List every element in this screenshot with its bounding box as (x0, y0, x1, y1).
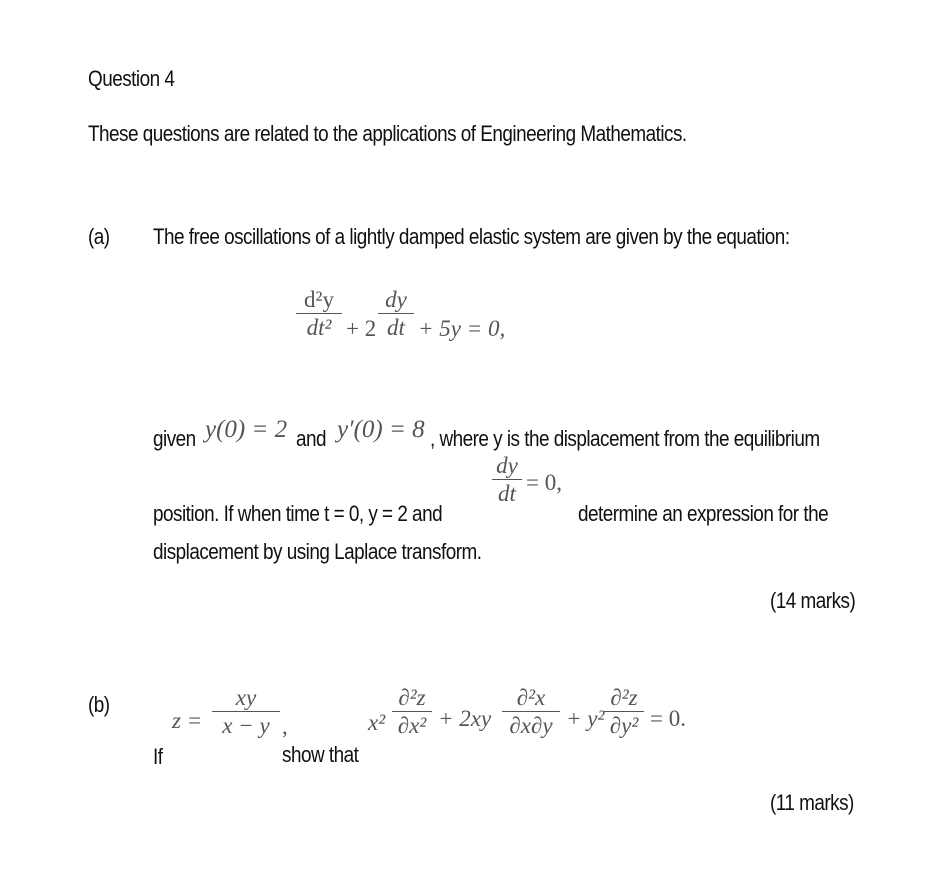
if-word: If (153, 744, 163, 769)
fraction-bar (212, 711, 280, 712)
x-squared: x² (368, 710, 386, 735)
dy-dt-fraction (378, 288, 414, 339)
fraction-numerator: ∂²z (610, 685, 638, 710)
part-b-label: (b) (88, 692, 110, 717)
intro-text: These questions are related to the applications of Engineering Mathematics. (88, 121, 687, 146)
fraction-bar (296, 313, 342, 314)
part-b-marks: (11 marks) (770, 790, 854, 815)
and-word: and (296, 426, 327, 451)
oscillation-equation (296, 288, 536, 368)
fraction-denominator: x − y (222, 713, 270, 738)
fraction-numerator: ∂²x (516, 685, 546, 710)
fraction-denominator: dt (387, 315, 405, 340)
fraction-denominator: ∂x∂y (509, 713, 553, 738)
z-lhs: z = (172, 708, 203, 733)
equals-zero: = 0, (526, 470, 562, 495)
given-tail: , where y is the displacement from the equilibrium (430, 426, 820, 451)
last-line: displacement by using Laplace transform. (153, 539, 482, 564)
dy-dt-fraction (492, 454, 522, 505)
fraction-bar (492, 479, 522, 480)
fraction-bar (378, 313, 414, 314)
fraction-numerator: dy (385, 287, 407, 312)
position-text: position. If when time t = 0, y = 2 and (153, 501, 443, 526)
plus-2xy: + 2xy (438, 706, 492, 731)
initial-condition-2: y′(0) = 8 (337, 416, 425, 443)
fraction-numerator: dy (496, 453, 518, 478)
equation-plus-two: + 2 (346, 316, 377, 341)
part-a-label: (a) (88, 224, 110, 249)
pde-identity (368, 680, 708, 770)
d2x-dxdy-fraction (502, 686, 560, 737)
plus-y-squared: + y² (566, 706, 605, 731)
fraction-bar (392, 711, 432, 712)
fraction-numerator: xy (235, 685, 257, 710)
fraction-denominator: ∂x² (397, 713, 427, 738)
determine-text: determine an expression for the (578, 501, 829, 526)
given-word: given (153, 426, 196, 451)
part-a-marks: (14 marks) (770, 588, 856, 613)
fraction-denominator: dt² (306, 315, 332, 340)
fraction-denominator: dt (498, 481, 516, 506)
d2z-dx2-fraction (392, 686, 432, 737)
fraction-denominator: ∂y² (609, 713, 639, 738)
z-definition (172, 686, 292, 766)
fraction-numerator: d²y (304, 287, 334, 312)
fraction-numerator: ∂²z (398, 685, 426, 710)
show-that-text: show that (282, 742, 359, 767)
fraction-bar (604, 711, 644, 712)
d2y-dt2-fraction (296, 288, 342, 339)
equals-zero: = 0. (650, 706, 686, 731)
dydt-zero-condition (492, 454, 582, 528)
d2z-dy2-fraction (604, 686, 644, 737)
xy-fraction (212, 686, 280, 737)
part-a-lead: The free oscillations of a lightly damped elastic system are given by the equation: (153, 224, 790, 249)
equation-rest: + 5y = 0, (418, 316, 506, 341)
question-title: Question 4 (88, 66, 175, 91)
fraction-bar (502, 711, 560, 712)
z-comma: , (282, 714, 288, 739)
initial-condition-1: y(0) = 2 (205, 416, 288, 443)
